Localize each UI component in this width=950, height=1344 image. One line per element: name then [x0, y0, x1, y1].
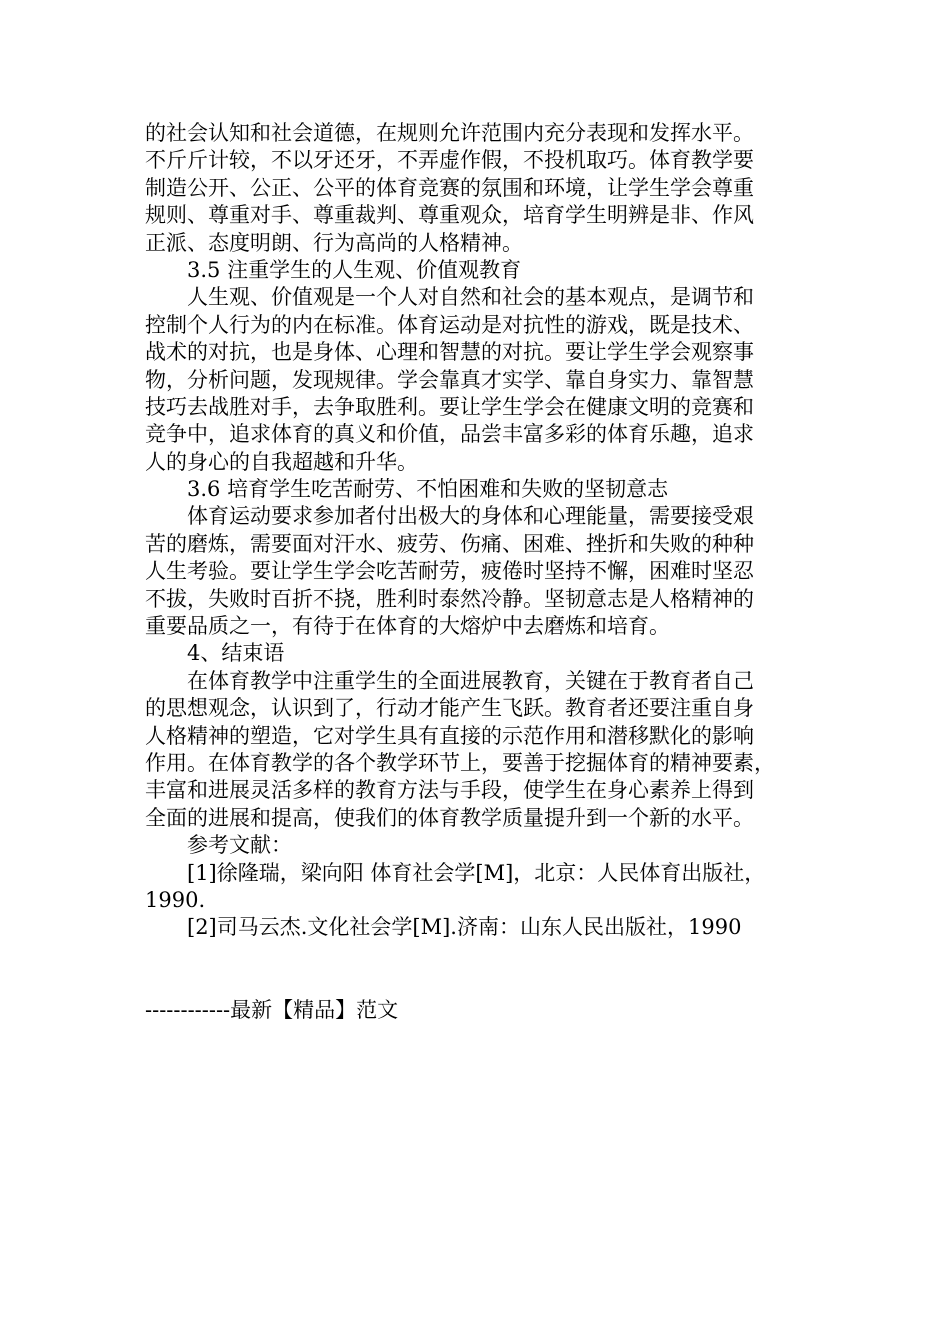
paragraph-line: 全面的进展和提高，使我们的体育教学质量提升到一个新的水平。: [145, 805, 754, 830]
paragraph-line: 的社会认知和社会道德，在规则允许范围内充分表现和发挥水平。: [145, 121, 754, 145]
references-heading: 参考文献：: [187, 833, 292, 858]
paragraph-line: 丰富和进展灵活多样的教育方法与手段，使学生在身心素养上得到: [145, 778, 754, 803]
paragraph-line: 技巧去战胜对手，去争取胜利。要让学生学会在健康文明的竞赛和: [145, 394, 754, 419]
section-heading: 3.5 注重学生的人生观、价值观教育: [187, 257, 522, 282]
paragraph-line: 不斤斤计较，不以牙还牙，不弄虚作假，不投机取巧。体育教学要: [145, 148, 754, 173]
reference-item: [1]徐隆瑞，梁向阳 体育社会学[M]，北京：人民体育出版社，: [187, 860, 766, 885]
paragraph-line: 人生考验。要让学生学会吃苦耐劳，疲倦时坚持不懈，困难时坚忍: [145, 559, 754, 584]
footer-text: ------------最新【精品】范文: [145, 997, 399, 1022]
paragraph-line: 体育运动要求参加者付出极大的身体和心理能量，需要接受艰: [187, 504, 754, 529]
paragraph-line: 正派、态度明朗、行为高尚的人格精神。: [145, 230, 523, 255]
paragraph-line: 作用。在体育教学的各个教学环节上，要善于挖掘体育的精神要素，: [145, 750, 775, 775]
spacer: [145, 942, 810, 997]
section-heading: 3.6 培育学生吃苦耐劳、不怕困难和失败的坚韧意志: [187, 477, 669, 502]
paragraph-line: 控制个人行为的内在标准。体育运动是对抗性的游戏，既是技术、: [145, 312, 754, 337]
paragraph-line: 在体育教学中注重学生的全面进展教育，关键在于教育者自己: [187, 668, 754, 693]
paragraph-line: 苦的磨炼，需要面对汗水、疲劳、伤痛、困难、挫折和失败的种种: [145, 531, 754, 556]
section-heading: 4、结束语: [187, 641, 285, 666]
paragraph-line: 规则、尊重对手、尊重裁判、尊重观众，培育学生明辨是非、作风: [145, 203, 754, 228]
paragraph-line: 物，分析问题，发现规律。学会靠真才实学、靠自身实力、靠智慧: [145, 367, 754, 392]
paragraph-line: 重要品质之一，有待于在体育的大熔炉中去磨炼和培育。: [145, 614, 670, 639]
paragraph-line: 人的身心的自我超越和升华。: [145, 449, 418, 474]
paragraph-line: 战术的对抗，也是身体、心理和智慧的对抗。要让学生学会观察事: [145, 340, 754, 365]
reference-item: [2]司马云杰.文化社会学[M].济南：山东人民出版社，1990: [187, 915, 742, 940]
document-body: [145, 120, 810, 1024]
paragraph-line: 不拔，失败时百折不挠，胜利时泰然冷静。坚韧意志是人格精神的: [145, 586, 754, 611]
paragraph-line: 人生观、价值观是一个人对自然和社会的基本观点，是调节和: [187, 285, 754, 310]
paragraph-line: 制造公开、公正、公平的体育竞赛的氛围和环境，让学生学会尊重: [145, 175, 754, 200]
paragraph-line: 人格精神的塑造，它对学生具有直接的示范作用和潜移默化的影响: [145, 723, 754, 748]
paragraph-line: 的思想观念，认识到了，行动才能产生飞跃。教育者还要注重自身: [145, 696, 754, 721]
paragraph-line: 竞争中，追求体育的真义和价值，品尝丰富多彩的体育乐趣，追求: [145, 422, 754, 447]
reference-item: 1990.: [145, 887, 206, 912]
